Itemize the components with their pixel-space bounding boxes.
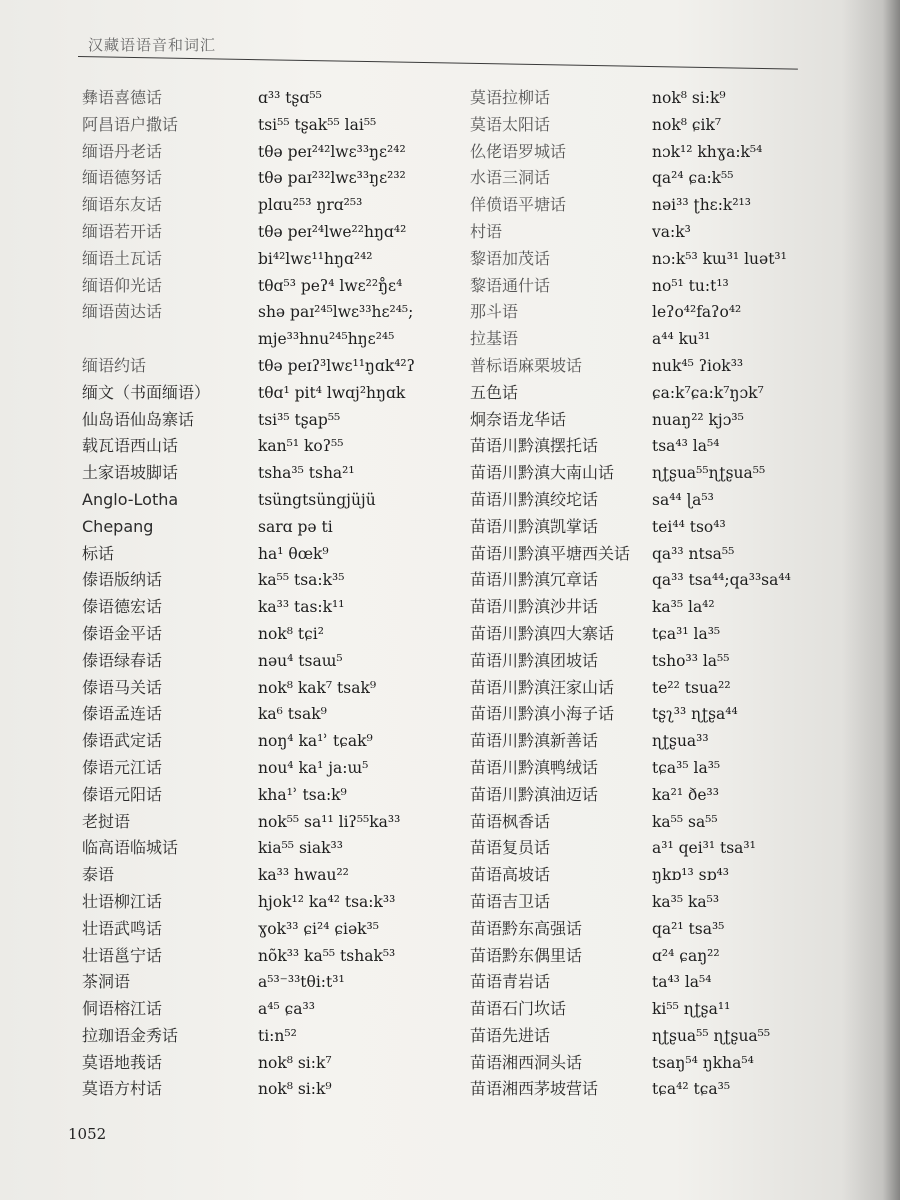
language-name: 老挝语 — [82, 811, 131, 831]
language-name: 缅语东友话 — [82, 195, 163, 215]
language-name: 傣语孟连话 — [82, 704, 163, 724]
word-form: tθə peɪ²⁴lwe²²hŋɑ⁴² — [258, 222, 407, 241]
word-form: tsaŋ⁵⁴ ŋkha⁵⁴ — [652, 1053, 754, 1072]
language-name: 苗语高坡话 — [470, 865, 551, 885]
language-name: 苗语川黔滇平塘西关话 — [470, 543, 631, 563]
word-form: nok⁸ si:k⁹ — [258, 1080, 332, 1099]
word-form: nəi³³ ʈhɛ:k²¹³ — [652, 196, 751, 215]
page-number: 1052 — [68, 1125, 107, 1143]
word-form: nɔk¹² khɣa:k⁵⁴ — [652, 142, 763, 161]
word-form: hjok¹² ka⁴² tsa:k³³ — [258, 892, 396, 911]
word-form: ti:n⁵² — [258, 1026, 297, 1045]
language-name: 苗语先进话 — [470, 1025, 551, 1045]
word-form: tθɑ¹ pit⁴ lwɑj²hŋɑk — [258, 383, 406, 402]
word-form: ta⁴³ la⁵⁴ — [652, 973, 712, 992]
language-name: 缅语若开话 — [82, 221, 163, 241]
word-form: te²² tsua²² — [652, 678, 731, 697]
language-name: 拉基语 — [470, 329, 519, 349]
word-form: nok⁵⁵ sa¹¹ liʔ⁵⁵ka³³ — [258, 812, 401, 831]
word-form: ɑ²⁴ ɕaŋ²² — [652, 946, 720, 965]
word-form: nõk³³ ka⁵⁵ tshak⁵³ — [258, 946, 396, 965]
word-form: tθə paɪ²³²lwɛ³³ŋɛ²³² — [258, 169, 406, 188]
language-name: 水语三洞话 — [470, 168, 551, 188]
language-name: 莫语方村话 — [82, 1079, 163, 1099]
word-form: ka²¹ ðe³³ — [652, 785, 719, 804]
word-form: tei⁴⁴ tso⁴³ — [652, 517, 726, 536]
language-name: 缅语茵达话 — [82, 302, 163, 322]
language-name: 壮语邕宁话 — [82, 945, 163, 965]
language-name: 村语 — [470, 221, 503, 241]
word-form: nok⁸ si:k⁹ — [652, 89, 726, 107]
word-form: tɕa³⁵ la³⁵ — [652, 758, 721, 777]
word-form: tsi⁵⁵ tʂak⁵⁵ lai⁵⁵ — [258, 115, 377, 134]
word-form: ŋkɒ¹³ sɒ⁴³ — [652, 866, 729, 885]
language-name: 苗语黔东偶里话 — [470, 945, 583, 965]
word-form: tsho³³ la⁵⁵ — [652, 651, 730, 670]
word-form: bi⁴²lwɛ¹¹hŋɑ²⁴² — [258, 249, 373, 268]
language-name: 缅语约话 — [82, 355, 147, 375]
language-name: 莫语拉柳话 — [470, 88, 551, 107]
word-form: shə paɪ²⁴⁵lwɛ³³hɛ²⁴⁵; — [258, 303, 414, 322]
left-word-forms — [258, 85, 415, 1103]
word-form: ka³⁵ la⁴² — [652, 598, 715, 617]
language-name: 莫语地莪话 — [82, 1052, 163, 1072]
language-name: 仙岛语仙岛寨话 — [82, 409, 195, 429]
language-name: Anglo-Lotha — [82, 489, 179, 509]
word-form: qa³³ tsa⁴⁴;qa³³sa⁴⁴ — [652, 571, 791, 590]
language-name: 苗语川黔滇沙井话 — [470, 597, 599, 617]
language-name: 彝语喜德话 — [82, 88, 163, 107]
word-form: a⁴⁵ ɕa³³ — [258, 1000, 315, 1019]
language-name: 苗语川黔滇冗章话 — [470, 570, 599, 590]
word-form: noŋ⁴ ka¹ʾ tɕak⁹ — [258, 732, 373, 751]
language-name: 黎语通什话 — [470, 275, 551, 295]
language-name: 苗语川黔滇摆托话 — [470, 436, 599, 456]
word-form: ka⁶ tsak⁹ — [258, 705, 327, 724]
language-name: 黎语加茂话 — [470, 248, 551, 268]
word-form: ka³³ hwau²² — [258, 866, 349, 885]
language-name: 阿昌语户撒话 — [82, 114, 179, 134]
word-form: nok⁸ ɕik⁷ — [652, 115, 722, 134]
word-form: sa⁴⁴ ɭa⁵³ — [652, 490, 714, 509]
word-form: ka⁵⁵ sa⁵⁵ — [652, 812, 718, 831]
language-name: 泰语 — [82, 865, 115, 885]
word-form: a⁵³⁻³³tθi:t³¹ — [258, 973, 345, 992]
language-name: 那斗语 — [470, 302, 519, 322]
language-name: 缅语丹老话 — [82, 141, 163, 161]
word-form: kia⁵⁵ siak³³ — [258, 839, 343, 858]
word-form: tsa⁴³ la⁵⁴ — [652, 437, 720, 456]
language-name: 苗语湘西洞头话 — [470, 1052, 583, 1072]
word-form: ka³³ tas:k¹¹ — [258, 598, 345, 617]
word-form: a³¹ qei³¹ tsa³¹ — [652, 839, 756, 858]
word-form: ha¹ θœk⁹ — [258, 544, 329, 563]
language-name: 苗语川黔滇凯掌话 — [470, 516, 599, 536]
language-name: 傣语金平话 — [82, 623, 163, 643]
word-form: leʔo⁴²faʔo⁴² — [652, 303, 742, 322]
language-name: 莫语太阳话 — [470, 114, 551, 134]
word-form: ɳʈʂua³³ — [652, 732, 709, 751]
language-name: 佯偾语平塘话 — [470, 195, 567, 215]
word-form: sarɑ pə ti — [258, 517, 333, 536]
language-name: 苗语青岩话 — [470, 972, 551, 992]
language-name: 苗语复员话 — [470, 838, 551, 858]
word-form: tʂʅ³³ ɳʈʂa⁴⁴ — [652, 705, 738, 724]
word-form: a⁴⁴ ku³¹ — [652, 330, 711, 349]
language-name: 傣语德宏话 — [82, 597, 163, 617]
language-name: 傣语马关话 — [82, 677, 163, 697]
language-name: 苗语川黔滇油迈话 — [470, 784, 599, 804]
word-form: nuaŋ²² kjɔ³⁵ — [652, 410, 744, 429]
word-form: nok⁸ si:k⁷ — [258, 1053, 332, 1072]
word-form: tsüngtsüngjüjü — [258, 490, 376, 509]
language-name: 苗语川黔滇大南山话 — [470, 463, 615, 483]
right-word-forms — [652, 85, 791, 1103]
language-name: 壮语武鸣话 — [82, 918, 163, 938]
left-language-names — [82, 85, 210, 1103]
language-name: 苗语川黔滇四大寨话 — [470, 623, 615, 643]
word-form: tɕa³¹ la³⁵ — [652, 624, 721, 643]
language-name: 傣语元阳话 — [82, 784, 163, 804]
language-name: 傣语武定话 — [82, 731, 163, 751]
language-name: 仫佬语罗城话 — [470, 141, 567, 161]
language-name: 缅语仰光话 — [82, 275, 163, 295]
word-form: ɳʈʂua⁵⁵ɳʈʂua⁵⁵ — [652, 464, 766, 483]
language-name: 苗语石门坎话 — [470, 999, 567, 1019]
language-name: 苗语川黔滇汪家山话 — [470, 677, 615, 697]
right-language-names — [470, 85, 630, 1103]
word-form: ɳʈʂua⁵⁵ ɳʈʂua⁵⁵ — [652, 1026, 771, 1045]
word-form: tɕa⁴² tɕa³⁵ — [652, 1080, 731, 1099]
word-form: nok⁸ tɕi² — [258, 624, 324, 643]
word-form: ɑ³³ tʂɑ⁵⁵ — [258, 89, 322, 107]
word-form: tθɑ⁵³ peʔ⁴ lwɛ²²ŋ̊ɛ⁴ — [258, 276, 403, 295]
word-form: tsi³⁵ tʂap⁵⁵ — [258, 410, 341, 429]
language-name: 苗语吉卫话 — [470, 891, 551, 911]
word-form: nɔ:k⁵³ kɯ³¹ luət³¹ — [652, 249, 787, 268]
language-name: 茶洞语 — [82, 972, 131, 992]
language-name: 傣语元江话 — [82, 757, 163, 777]
language-name: 临高语临城话 — [82, 838, 179, 858]
language-name: Chepang — [82, 516, 154, 536]
language-name: 拉珈语金秀话 — [82, 1025, 179, 1045]
language-name: 炯奈语龙华话 — [470, 409, 567, 429]
language-name: 苗语川黔滇绞坨话 — [470, 489, 599, 509]
word-form: ka³⁵ ka⁵³ — [652, 892, 720, 911]
word-form: nəu⁴ tsaɯ⁵ — [258, 651, 343, 670]
word-form: tsha³⁵ tsha²¹ — [258, 464, 355, 483]
word-form: no⁵¹ tu:t¹³ — [652, 276, 729, 295]
language-name: 傣语绿春话 — [82, 650, 163, 670]
language-name: 苗语川黔滇小海子话 — [470, 704, 615, 724]
word-form: ka⁵⁵ tsa:k³⁵ — [258, 571, 345, 590]
language-name: 壮语柳江话 — [82, 891, 163, 911]
page-edge-shadow — [842, 0, 900, 1200]
word-form: nok⁸ kak⁷ tsak⁹ — [258, 678, 377, 697]
word-form: ɕa:k⁷ɕa:k⁷ŋɔk⁷ — [652, 383, 764, 402]
language-name: 普标语麻栗坡话 — [470, 355, 583, 375]
language-name: 缅语德努话 — [82, 168, 163, 188]
language-name: 侗语榕江话 — [82, 999, 163, 1019]
language-name: 苗语湘西茅坡营话 — [470, 1079, 599, 1099]
word-form: kan⁵¹ koʔ⁵⁵ — [258, 437, 344, 456]
word-form: kha¹ʾ tsa:k⁹ — [258, 785, 347, 804]
word-form: qa³³ ntsa⁵⁵ — [652, 544, 735, 563]
word-form: tθə peɪʔ³lwɛ¹¹ŋɑk⁴²ʔ — [258, 356, 415, 375]
language-name: 标话 — [82, 543, 115, 563]
word-form: va:k³ — [652, 222, 691, 241]
word-form: ki⁵⁵ ɳʈʂa¹¹ — [652, 1000, 731, 1019]
word-form: ɣok³³ ɕi²⁴ ɕiək³⁵ — [258, 919, 379, 938]
language-name: 苗语川黔滇新善话 — [470, 731, 599, 751]
word-form: tθə peɪ²⁴²lwɛ³³ŋɛ²⁴² — [258, 142, 406, 161]
language-name: 苗语黔东高强话 — [470, 918, 583, 938]
word-form: qa²⁴ ɕa:k⁵⁵ — [652, 169, 734, 188]
word-form: nuk⁴⁵ ʔiok³³ — [652, 356, 744, 375]
language-name: 缅文（书面缅语） — [82, 382, 211, 402]
word-form: plɑu²⁵³ ŋrɑ²⁵³ — [258, 196, 363, 215]
language-name: 五色话 — [470, 382, 519, 402]
running-header: 汉藏语语音和词汇 — [88, 36, 217, 54]
language-name: 苗语川黔滇鸭绒话 — [470, 757, 599, 777]
language-name: 土家语坡脚话 — [82, 463, 179, 483]
language-name: 缅语土瓦话 — [82, 248, 163, 268]
language-name: 载瓦语西山话 — [82, 436, 179, 456]
language-name: 苗语川黔滇团坡话 — [470, 650, 599, 670]
word-form: nou⁴ ka¹ ja:ɯ⁵ — [258, 758, 369, 777]
language-name — [82, 326, 210, 353]
word-form: mje³³hnu²⁴⁵hŋɛ²⁴⁵ — [258, 330, 395, 349]
language-name: 苗语枫香话 — [470, 811, 551, 831]
language-name: 傣语版纳话 — [82, 570, 163, 590]
word-form: qa²¹ tsa³⁵ — [652, 919, 725, 938]
